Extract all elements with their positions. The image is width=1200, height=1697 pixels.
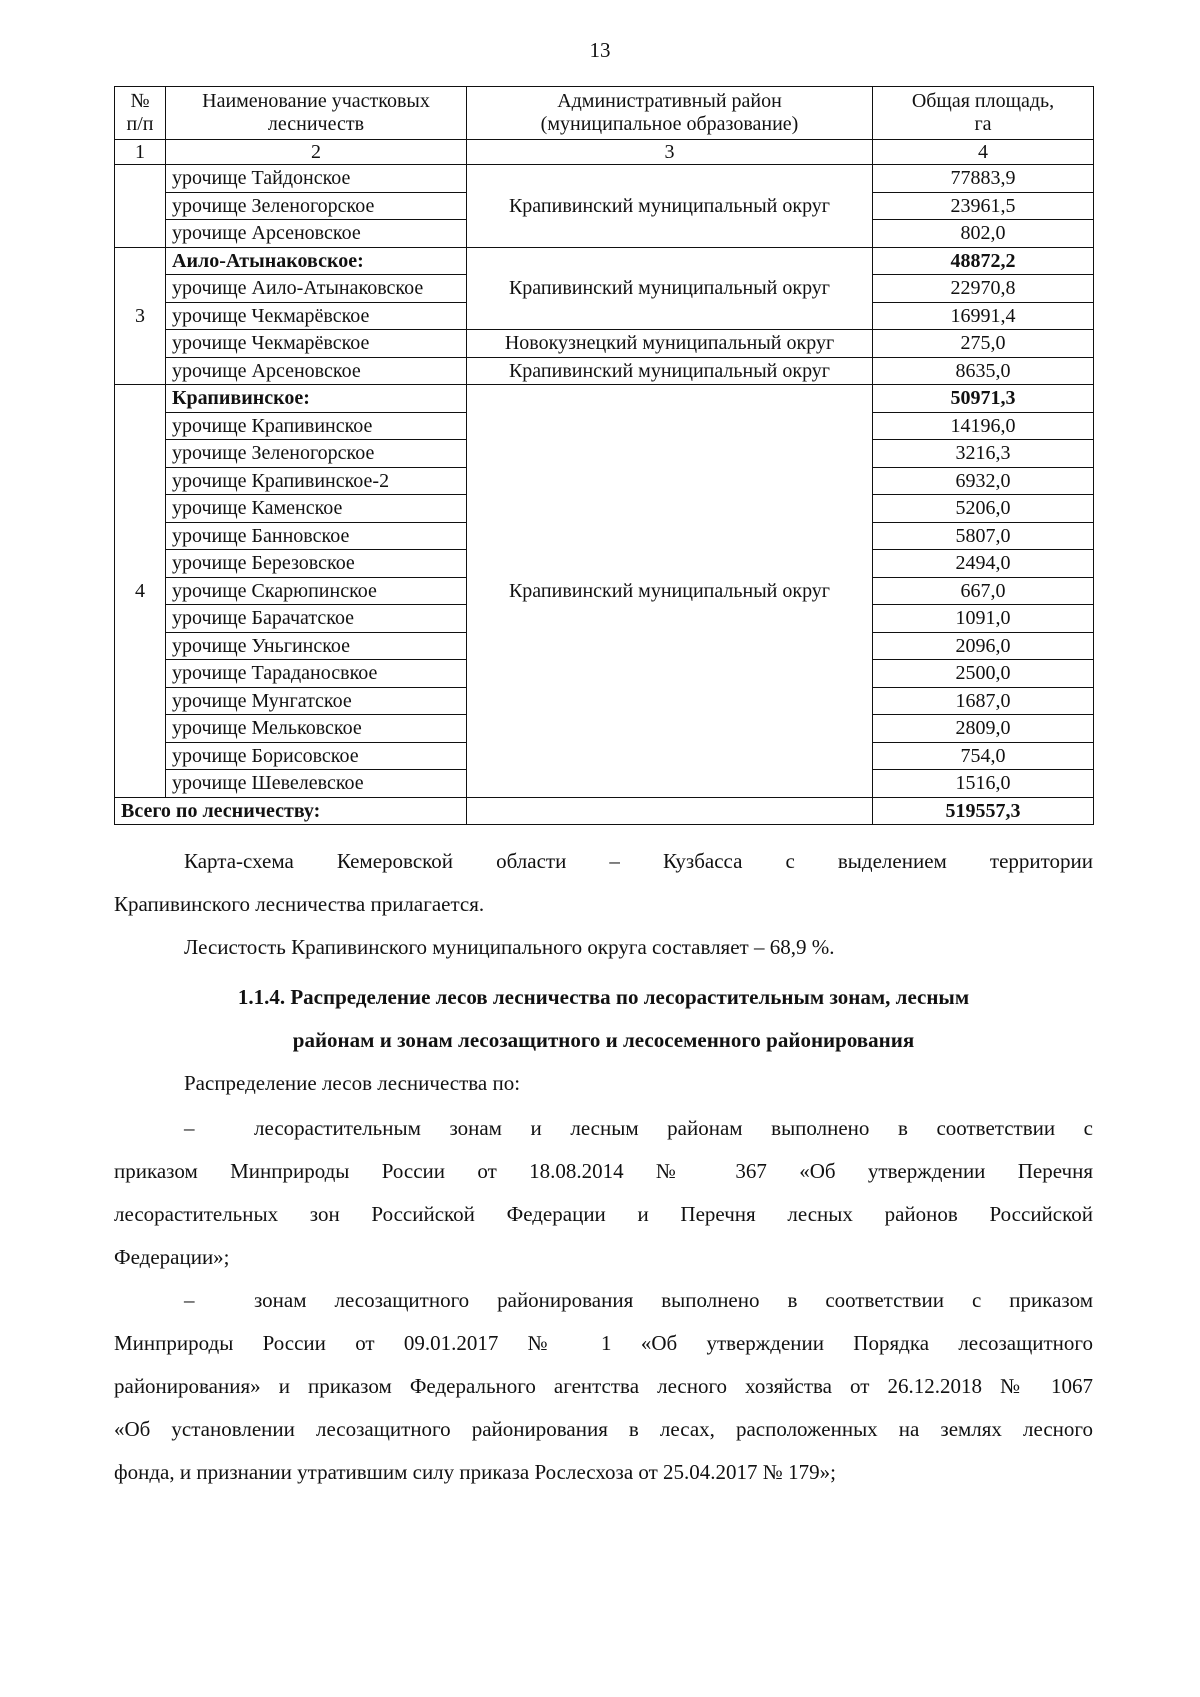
map-scheme-paragraph-line1: Карта-схема Кемеровской области – Кузбасса с выделением территории <box>184 849 1093 873</box>
column-number: 1 <box>115 140 166 165</box>
area-cell: 2809,0 <box>873 715 1094 743</box>
area-cell: 1687,0 <box>873 687 1094 715</box>
forest-name-cell: урочище Банновское <box>166 522 467 550</box>
forest-name-cell: урочище Зеленогорское <box>166 192 467 220</box>
bullet1-line3: лесорастительных зон Российской Федерации и Перечня лесных районов Российской <box>114 1202 1093 1226</box>
table-row <box>115 330 1094 358</box>
table-header-row <box>115 87 1094 140</box>
column-number: 2 <box>166 140 467 165</box>
district-cell: Крапивинский муниципальный округ <box>467 385 873 798</box>
column-number-row <box>115 140 1094 165</box>
area-cell: 2500,0 <box>873 660 1094 688</box>
area-cell: 275,0 <box>873 330 1094 358</box>
bullet1-line1: – лесорастительным зонам и лесным районам выполнено в соответствии с <box>114 1107 1093 1150</box>
bullet2-line4: «Об установлении лесозащитного районирования в лесах, расположенных на землях лесного <box>114 1417 1093 1441</box>
area-cell: 2494,0 <box>873 550 1094 578</box>
bullet2-line2: Минприроды России от 09.01.2017 № 1 «Об утверждении Порядка лесозащитного <box>114 1331 1093 1355</box>
forest-name-cell: урочище Каменское <box>166 495 467 523</box>
area-cell: 667,0 <box>873 577 1094 605</box>
page-number: 13 <box>589 38 611 62</box>
total-district-empty <box>467 797 873 825</box>
area-cell: 754,0 <box>873 742 1094 770</box>
area-cell: 5206,0 <box>873 495 1094 523</box>
column-number: 3 <box>467 140 873 165</box>
district-cell: Крапивинский муниципальный округ <box>467 165 873 248</box>
forest-name-cell: урочище Тайдонское <box>166 165 467 193</box>
section-heading-line1: 1.1.4. Распределение лесов лесничества по лесорастительным зонам, лесным <box>237 985 970 1009</box>
total-row <box>115 797 1094 825</box>
area-cell: 3216,3 <box>873 440 1094 468</box>
row-number-cell: 4 <box>115 385 166 798</box>
distribution-intro: Распределение лесов лесничества по: <box>184 1071 521 1095</box>
table-row <box>115 247 1094 275</box>
forest-name-cell: урочище Скарюпинское <box>166 577 467 605</box>
forest-name-cell: урочище Арсеновское <box>166 357 467 385</box>
map-scheme-paragraph-line2: Крапивинского лесничества прилагается. <box>114 892 485 916</box>
district-cell: Новокузнецкий муниципальный округ <box>467 330 873 358</box>
table-row <box>115 385 1094 413</box>
forest-name-cell: урочище Березовское <box>166 550 467 578</box>
bullet2-line3: районирования» и приказом Федерального агентства лесного хозяйства от 26.12.2018 № 1067 <box>114 1374 1093 1398</box>
total-area: 519557,3 <box>873 797 1094 825</box>
forest-name-cell: урочище Борисовское <box>166 742 467 770</box>
group-area-cell: 48872,2 <box>873 247 1094 275</box>
area-cell: 23961,5 <box>873 192 1094 220</box>
area-cell: 1516,0 <box>873 770 1094 798</box>
bullet1-line4: Федерации»; <box>114 1245 230 1269</box>
row-number-cell: 3 <box>115 247 166 385</box>
area-cell: 5807,0 <box>873 522 1094 550</box>
header-district: Административный район (муниципальное образование) <box>467 87 873 140</box>
group-title-cell: Аило-Атынаковское: <box>166 247 467 275</box>
table-row <box>115 357 1094 385</box>
bullet2-line5: фонда, и признании утратившим силу приказа Рослесхоза от 25.04.2017 № 179»; <box>114 1460 836 1484</box>
forest-name-cell: урочище Уньгинское <box>166 632 467 660</box>
header-number: № п/п <box>115 87 166 140</box>
forest-name-cell: урочище Аило-Атынаковское <box>166 275 467 303</box>
total-label: Всего по лесничеству: <box>115 797 467 825</box>
header-area: Общая площадь, га <box>873 87 1094 140</box>
forest-name-cell: урочище Крапивинское <box>166 412 467 440</box>
forest-name-cell: урочище Тараданосвкое <box>166 660 467 688</box>
table-row <box>115 165 1094 193</box>
district-cell: Крапивинский муниципальный округ <box>467 357 873 385</box>
bullet-dash: – <box>184 1288 195 1312</box>
forest-name-cell: урочище Зеленогорское <box>166 440 467 468</box>
row-number-cell <box>115 165 166 248</box>
area-cell: 802,0 <box>873 220 1094 248</box>
area-cell: 1091,0 <box>873 605 1094 633</box>
group-area-cell: 50971,3 <box>873 385 1094 413</box>
forest-name-cell: урочище Чекмарёвское <box>166 330 467 358</box>
bullet1-line2: приказом Минприроды России от 18.08.2014 № 367 «Об утверждении Перечня <box>114 1159 1093 1183</box>
bullet2-line1: – зонам лесозащитного районирования выполнено в соответствии с приказом <box>114 1279 1093 1322</box>
group-title-cell: Крапивинское: <box>166 385 467 413</box>
area-cell: 14196,0 <box>873 412 1094 440</box>
column-number: 4 <box>873 140 1094 165</box>
forest-name-cell: урочище Мунгатское <box>166 687 467 715</box>
area-cell: 6932,0 <box>873 467 1094 495</box>
forest-name-cell: урочище Крапивинское-2 <box>166 467 467 495</box>
area-cell: 16991,4 <box>873 302 1094 330</box>
area-cell: 8635,0 <box>873 357 1094 385</box>
forest-name-cell: урочище Барачатское <box>166 605 467 633</box>
forest-cover-paragraph: Лесистость Крапивинского муниципального округа составляет – 68,9 %. <box>184 935 835 959</box>
area-cell: 2096,0 <box>873 632 1094 660</box>
section-heading-line2: районам и зонам лесозащитного и лесосеменного районирования <box>292 1028 915 1052</box>
district-cell: Крапивинский муниципальный округ <box>467 247 873 330</box>
forest-name-cell: урочище Мельковское <box>166 715 467 743</box>
area-cell: 22970,8 <box>873 275 1094 303</box>
forest-districts-table <box>114 86 1094 825</box>
area-cell: 77883,9 <box>873 165 1094 193</box>
bullet-dash: – <box>184 1116 195 1140</box>
forest-name-cell: урочище Чекмарёвское <box>166 302 467 330</box>
header-name: Наименование участковых лесничеств <box>166 87 467 140</box>
forest-name-cell: урочище Шевелевское <box>166 770 467 798</box>
forest-name-cell: урочище Арсеновское <box>166 220 467 248</box>
